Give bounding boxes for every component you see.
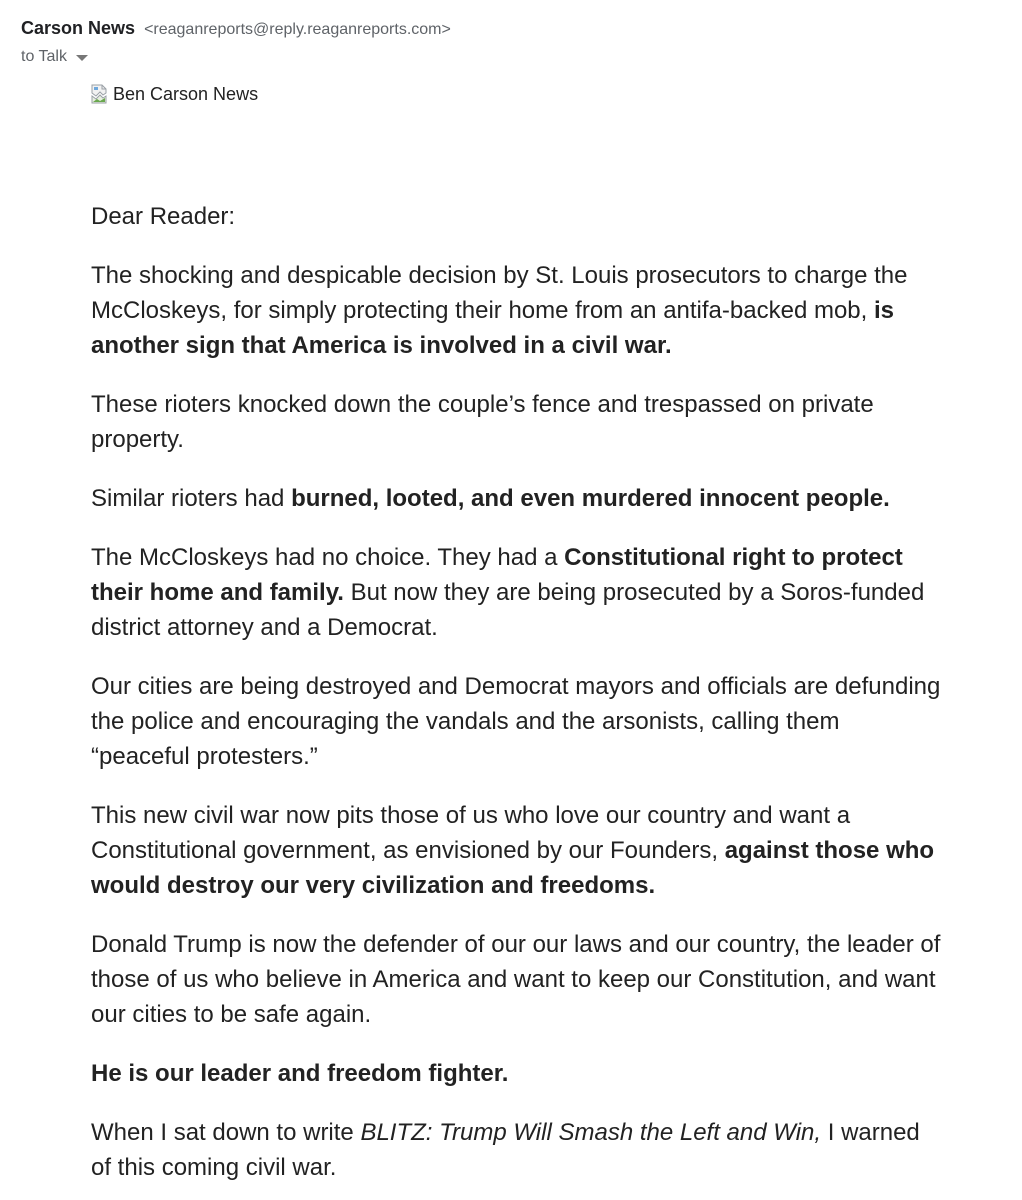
paragraph-4 (91, 540, 941, 645)
paragraph-6-bold: against those who would destroy our very civilization and freedoms. (91, 837, 935, 899)
paragraph-8-bold: He is our leader and freedom fighter. (91, 1060, 509, 1087)
paragraph-1-text: The shocking and despicable decision by St. Louis prosecutors to charge the McCloskeys, for simply protecting their home from an antifa-backed mob, (91, 262, 908, 324)
paragraph-8 (91, 1056, 941, 1091)
paragraph-3-text: Similar rioters had (91, 485, 292, 512)
sender-email[interactable]: <reaganreports@reply.reaganreports.com> (144, 21, 451, 38)
broken-image-icon (91, 84, 109, 104)
newsletter-logo (91, 83, 258, 105)
paragraph-1 (91, 258, 941, 363)
paragraph-4-text-end: But now they are being prosecuted by a Soros-funded district attorney and a Democrat. (91, 579, 925, 641)
paragraph-7: Donald Trump is now the defender of our our laws and our country, the leader of those of us who believe in America and want to keep our Constitution, and want our cities to be safe again. (91, 931, 941, 1028)
recipient-label: to Talk (21, 48, 67, 65)
chevron-down-icon[interactable] (76, 55, 88, 61)
paragraph-4-bold: Constitutional right to protect their home and family. (91, 544, 903, 606)
paragraph-5: Our cities are being destroyed and Democrat mayors and officials are defunding the police and encouraging the vandals and the arsonists, calling them “peaceful protesters.” (91, 673, 941, 770)
recipient-dropdown[interactable] (21, 46, 88, 68)
email-header (21, 16, 1001, 68)
paragraph-6-text: This new civil war now pits those of us who love our country and want a Constitutional government, as envisioned by our Founders, (91, 802, 851, 864)
paragraph-9-text-end: I warned of this coming civil war. (91, 1119, 920, 1181)
sender-line (21, 16, 1001, 42)
sender-name[interactable]: Carson News (21, 18, 136, 38)
email-body (91, 199, 941, 1200)
paragraph-3-bold: burned, looted, and even murdered innocent people. (291, 485, 890, 512)
paragraph-1-bold: is another sign that America is involved in a civil war. (91, 297, 894, 359)
paragraph-2: These rioters knocked down the couple’s fence and trespassed on private property. (91, 391, 874, 453)
paragraph-3 (91, 481, 941, 516)
paragraph-4-text: The McCloskeys had no choice. They had a (91, 544, 565, 571)
book-title: BLITZ: Trump Will Smash the Left and Win, (360, 1119, 822, 1146)
logo-alt-text: Ben Carson News (113, 83, 259, 104)
paragraph-9-text: When I sat down to write (91, 1119, 361, 1146)
paragraph-6 (91, 798, 941, 903)
paragraph-9 (91, 1115, 941, 1185)
salutation: Dear Reader: (91, 203, 236, 230)
